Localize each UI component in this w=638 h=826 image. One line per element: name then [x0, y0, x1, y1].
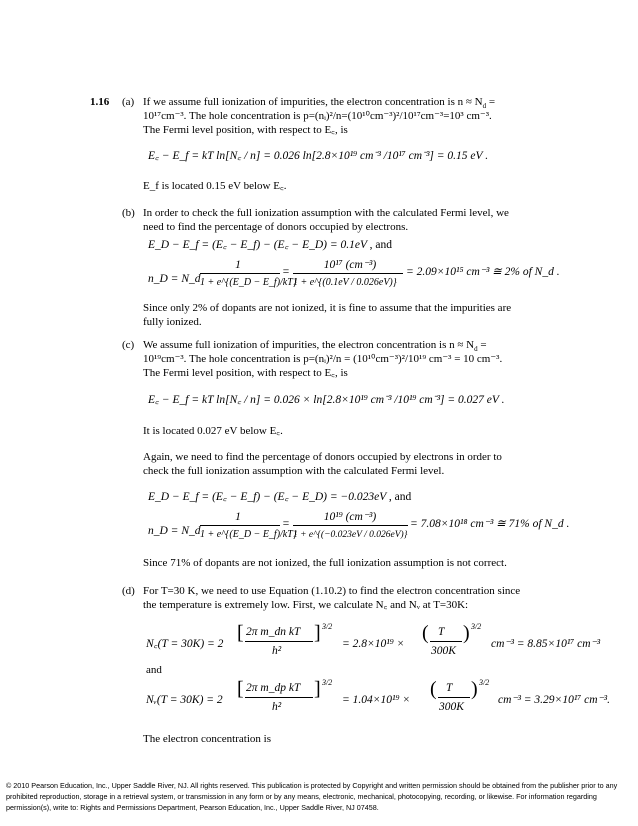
- part-c-frac1-den: 1 + e^{(E_D − E_f)/kT}: [200, 529, 297, 540]
- part-a-line2: 10¹⁷cm⁻³. The hole concentration is p=(nᵢ)²/n=(10¹⁰cm⁻³)²/10¹⁷cm⁻³=10³ cm⁻³.: [143, 110, 492, 122]
- part-d-eq1-lhs: N꜀(T = 30K) = 2: [146, 638, 224, 650]
- part-b-equation-1: E_D − E_f = (E꜀ − E_f) − (E꜀ − E_D) = 0.1eV , and: [148, 239, 393, 251]
- part-b-line1: In order to check the full ionization assumption with the calculated Fermi level, we: [143, 207, 509, 219]
- part-c-equation-2: E_D − E_f = (E꜀ − E_f) − (E꜀ − E_D) = −0.023eV , and: [148, 491, 412, 503]
- part-b-frac1-bar: [200, 273, 280, 274]
- part-c-frac1-num: 1: [235, 511, 241, 523]
- part-d-eq2-mid: = 1.04×10¹⁹ ×: [342, 694, 411, 706]
- part-d-eq2-exp2: 3/2: [479, 678, 490, 687]
- part-b-frac1-num: 1: [235, 259, 241, 271]
- part-b-frac2-num: 10¹⁷ (cm⁻³): [323, 259, 377, 271]
- part-c-again2: check the full ionization assumption with the calculated Fermi level.: [143, 465, 445, 477]
- part-d-eq1-frac-den: h²: [272, 645, 282, 657]
- part-b-eq2-lhs: n_D = N_d: [148, 273, 201, 285]
- bracket-right: ]: [314, 622, 321, 644]
- equals-sign: =: [282, 518, 290, 530]
- part-d-eq1-rhs: cm⁻³ = 8.85×10¹⁷ cm⁻³: [491, 638, 601, 650]
- part-b-frac1-den: 1 + e^{(E_D − E_f)/kT}: [200, 277, 297, 288]
- part-d-eq1-T-num: T: [438, 626, 445, 638]
- part-c-frac2-num: 10¹⁹ (cm⁻³): [323, 511, 377, 523]
- paren-left: (: [430, 678, 437, 700]
- copyright-footer: © 2010 Pearson Education, Inc., Upper Saddle River, NJ. All rights reserved. This publication is protected by Copyright and written permission should be obtained from the publisher prior to any prohibited reproduction, storage in a retrieval system, or transmission in any form or by any means, electronic, mechanical, photocopying, recording, or likewise. For information regarding permission(s), write to: Rights and Permissions Department, Pearson Education, Inc., Upper Saddle River, NJ 07458.: [6, 781, 618, 812]
- part-d-label: (d): [122, 585, 135, 597]
- part-c-label: (c): [122, 339, 135, 351]
- part-d-and: and: [146, 664, 162, 676]
- part-d-eq1-exp: 3/2: [322, 622, 333, 631]
- part-a-line3: The Fermi level position, with respect to E꜀, is: [143, 124, 348, 136]
- paren-right: ): [471, 678, 478, 700]
- part-b-conclusion1: Since only 2% of dopants are not ionized, it is fine to assume that the impurities are: [143, 302, 512, 314]
- part-d-eq1-exp2: 3/2: [471, 622, 482, 631]
- bracket-left: [: [237, 678, 244, 700]
- part-c-frac2-bar: [293, 525, 408, 526]
- part-b-conclusion2: fully ionized.: [143, 316, 202, 328]
- part-c-conclusion: Since 71% of dopants are not ionized, the full ionization assumption is not correct.: [143, 557, 507, 569]
- part-c-equation-1: E꜀ − E_f = kT ln[N꜀ / n] = 0.026 × ln[2.8×10¹⁹ cm⁻³ /10¹⁹ cm⁻³] = 0.027 eV .: [148, 394, 505, 406]
- part-d-eq2-T-bar: [438, 697, 470, 698]
- paren-left: (: [422, 622, 429, 644]
- part-d-eq1-T-bar: [430, 641, 462, 642]
- part-d-eq2-T-den: 300K: [439, 701, 464, 713]
- part-a-label: (a): [122, 96, 135, 108]
- part-d-eq2-frac-den: h²: [272, 701, 282, 713]
- paren-right: ): [463, 622, 470, 644]
- bracket-left: [: [237, 622, 244, 644]
- part-b-frac2-den: 1 + e^{(0.1eV / 0.026eV)}: [293, 277, 397, 288]
- part-c-eq3-lhs: n_D = N_d: [148, 525, 201, 537]
- part-c-frac1-bar: [200, 525, 280, 526]
- part-b-label: (b): [122, 207, 135, 219]
- part-b-frac2-bar: [293, 273, 403, 274]
- part-c-line3: The Fermi level position, with respect to E꜀, is: [143, 367, 348, 379]
- part-c-note: It is located 0.027 eV below E꜀.: [143, 425, 283, 437]
- part-d-line2: the temperature is extremely low. First, we calculate N꜀ and Nᵥ at T=30K:: [143, 599, 469, 611]
- part-c-again1: Again, we need to find the percentage of donors occupied by electrons in order to: [143, 451, 502, 463]
- part-d-eq2-lhs: Nᵥ(T = 30K) = 2: [146, 694, 223, 706]
- part-c-frac2-den: 1 + e^{(−0.023eV / 0.026eV)}: [293, 530, 408, 540]
- part-b-eq2-rhs: = 2.09×10¹⁵ cm⁻³ ≅ 2% of N_d .: [406, 266, 560, 278]
- part-d-eq2-exp: 3/2: [322, 678, 333, 687]
- part-d-eq1-frac-num: 2π m_dn kT: [246, 626, 301, 638]
- part-d-eq2-T-num: T: [446, 682, 453, 694]
- part-d-eq2-frac-bar: [245, 697, 313, 698]
- part-d-eq2-frac-num: 2π m_dp kT: [246, 682, 301, 694]
- part-b-line2: need to find the percentage of donors occupied by electrons.: [143, 221, 409, 233]
- part-d-eq1-frac-bar: [245, 641, 313, 642]
- part-c-line1: We assume full ionization of impurities, the electron concentration is $n \approx N_d$ =: [143, 339, 487, 354]
- bracket-right: ]: [314, 678, 321, 700]
- problem-number: 1.16: [90, 96, 110, 108]
- part-a-note: E_f is located 0.15 eV below E꜀.: [143, 180, 287, 192]
- part-d-eq1-T-den: 300K: [431, 645, 456, 657]
- part-c-line2: 10¹⁹cm⁻³. The hole concentration is p=(nᵢ)²/n = (10¹⁰cm⁻³)²/10¹⁹ cm⁻³ = 10 cm⁻³.: [143, 353, 503, 365]
- part-d-eq1-mid: = 2.8×10¹⁹ ×: [342, 638, 405, 650]
- part-c-eq3-rhs: = 7.08×10¹⁸ cm⁻³ ≅ 71% of N_d .: [410, 518, 570, 530]
- equals-sign: =: [282, 266, 290, 278]
- part-d-line1: For T=30 K, we need to use Equation (1.10.2) to find the electron concentration since: [143, 585, 521, 597]
- part-d-last: The electron concentration is: [143, 733, 271, 745]
- part-a-line1: If we assume full ionization of impurities, the electron concentration is $n \approx N_d$ =: [143, 96, 496, 111]
- part-d-eq2-rhs: cm⁻³ = 3.29×10¹⁷ cm⁻³.: [498, 694, 610, 706]
- part-a-equation: E꜀ − E_f = kT ln[N꜀ / n] = 0.026 ln[2.8×10¹⁹ cm⁻³ /10¹⁷ cm⁻³] = 0.15 eV .: [148, 150, 489, 162]
